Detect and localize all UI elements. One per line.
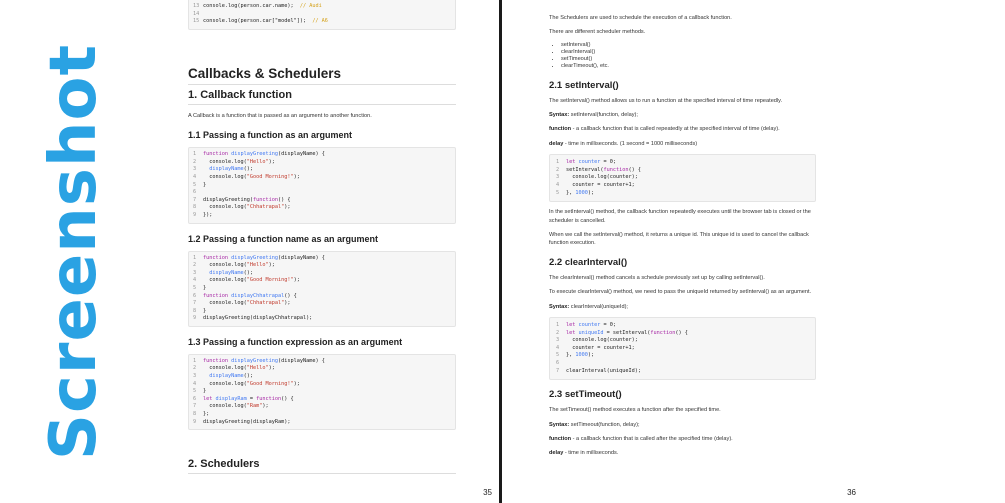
code-text: [203, 358, 451, 366]
code-token: });: [203, 211, 213, 218]
list-item: • clearTimeout(), etc.: [561, 63, 816, 70]
code-token: displayName: [203, 373, 244, 380]
code-token: counter: [578, 159, 601, 166]
code-line: [556, 360, 809, 368]
code-token: counter: [578, 322, 601, 329]
code-line: [556, 190, 809, 198]
code-line: [193, 293, 451, 301]
setinterval-syntax: [549, 111, 816, 119]
line-number: 3: [556, 174, 560, 181]
heading-schedulers: 2. Schedulers: [188, 458, 456, 474]
code-token: console.log(: [203, 204, 247, 211]
code-text: [203, 197, 451, 205]
line-number: 5: [193, 388, 197, 395]
code-text: [203, 315, 451, 323]
code-block-1-2: [188, 251, 456, 327]
code-token: displayName: [203, 269, 244, 276]
code-line: [193, 388, 451, 396]
code-token: displayName: [203, 166, 244, 173]
code-token: );: [268, 262, 275, 269]
heading-callback-function: 1. Callback function: [188, 89, 456, 105]
code-token: = 0;: [600, 322, 616, 329]
code-line: [556, 368, 809, 376]
code-line: [556, 345, 809, 353]
line-number: 5: [193, 284, 197, 291]
code-line: [193, 255, 451, 263]
code-block-top: [188, 0, 456, 30]
code-token: counter = counter+1;: [566, 182, 635, 189]
param-desc: - a callback function that is called after the specified time (delay).: [571, 436, 733, 443]
code-token: displayRam: [215, 395, 247, 402]
code-token: clearInterval(uniqueId);: [566, 367, 641, 374]
code-token: );: [284, 204, 291, 211]
code-line: [556, 182, 809, 190]
setinterval-function-param: [549, 125, 816, 133]
syntax-value: setInterval(function, delay);: [569, 112, 638, 119]
side-label: [0, 0, 148, 503]
code-text: [203, 300, 451, 308]
code-token: () {: [284, 292, 297, 299]
line-number: 9: [193, 315, 197, 322]
settimeout-function-param: [549, 435, 816, 443]
code-text: [203, 182, 451, 190]
code-line: [556, 330, 809, 338]
blank-margin: [860, 0, 1005, 503]
line-number: 7: [193, 300, 197, 307]
code-token: "Chhatrapal": [246, 300, 285, 307]
syntax-value: setTimeout(function, delay);: [569, 421, 640, 428]
code-line: [193, 18, 451, 26]
code-token: displayGreeting(displayChhatrapal);: [203, 315, 313, 322]
code-token: =: [246, 395, 257, 402]
code-text: [566, 330, 809, 338]
code-token: );: [587, 189, 595, 196]
code-line: [193, 262, 451, 270]
side-label-text: Screenshot: [37, 43, 111, 460]
code-block-1-1: [188, 147, 456, 223]
code-token: function: [203, 357, 232, 364]
heading-2-3: 2.3 setTimeout(): [549, 389, 622, 401]
code-line: [193, 189, 451, 197]
line-number: 6: [193, 395, 197, 402]
setinterval-note-2: When we call the setInterval() method, it returns a unique id. This unique id is used to cancel the callback function execution.: [549, 232, 809, 247]
code-token: console.log(: [203, 300, 247, 307]
line-number: 3: [556, 337, 560, 344]
code-text: [203, 18, 451, 26]
code-token: (displayName) {: [277, 151, 325, 158]
line-number: 3: [193, 269, 197, 276]
code-text: [203, 204, 451, 212]
code-token: displayChhatrapal: [231, 292, 285, 299]
heading-1-2: 1.2 Passing a function name as an argument: [188, 233, 379, 244]
setinterval-delay-param: [549, 140, 816, 148]
line-number: 2: [193, 158, 197, 165]
code-text: [203, 381, 451, 389]
line-number: 7: [556, 367, 560, 374]
line-number: 4: [556, 182, 560, 189]
code-text: [203, 151, 451, 159]
code-line: [193, 166, 451, 174]
code-token: displayGreeting: [231, 357, 278, 364]
line-number: 2: [556, 329, 560, 336]
code-line: [556, 322, 809, 330]
line-number: 8: [193, 307, 197, 314]
code-line: [193, 174, 451, 182]
line-number: 1: [556, 322, 560, 329]
code-token: () {: [628, 166, 641, 173]
code-line: [193, 285, 451, 293]
code-token: () {: [281, 395, 294, 402]
setinterval-note-1: In the setInterval() method, the callback function repeatedly executes until the browser tab is closed or the scheduler is cancelled.: [549, 209, 811, 224]
line-number: 1: [193, 357, 197, 364]
code-text: [203, 174, 451, 182]
callback-description: A Callback is a function that is passed as an argument to another function.: [188, 112, 372, 119]
code-token: };: [203, 411, 210, 418]
code-token: "Hello": [246, 158, 269, 165]
code-line: [193, 403, 451, 411]
syntax-label: Syntax:: [549, 112, 570, 119]
code-text: [203, 212, 451, 220]
code-token: 1000: [575, 189, 588, 196]
code-text: [566, 174, 809, 182]
code-token: console.log(: [203, 277, 247, 284]
heading-1-3: 1.3 Passing a function expression as an argument: [188, 336, 403, 347]
code-token: console.log(: [203, 173, 247, 180]
code-text: [203, 373, 451, 381]
list-item: • clearInterval(): [561, 49, 816, 56]
code-line: [193, 204, 451, 212]
line-number: 5: [556, 352, 560, 359]
code-token: console.log(: [203, 158, 247, 165]
param-label: delay: [549, 450, 564, 457]
code-text: [203, 11, 451, 19]
code-text: [203, 388, 451, 396]
code-token: }: [203, 307, 207, 314]
code-text: [566, 167, 809, 175]
code-token: "Good Morning!": [246, 277, 294, 284]
code-token: console.log(: [203, 403, 247, 410]
code-token: console.log(: [203, 365, 247, 372]
line-number: 6: [193, 292, 197, 299]
settimeout-syntax: [549, 421, 816, 429]
code-text: [203, 411, 451, 419]
code-line: [193, 315, 451, 323]
settimeout-delay-param: [549, 449, 816, 457]
code-token: function: [603, 166, 629, 173]
line-number: 9: [193, 211, 197, 218]
code-text: [203, 403, 451, 411]
code-line: [193, 411, 451, 419]
code-line: [193, 277, 451, 285]
code-text: [203, 255, 451, 263]
code-token: ();: [243, 373, 253, 380]
clearinterval-syntax: [549, 303, 816, 311]
line-number: 2: [556, 166, 560, 173]
code-line: [193, 381, 451, 389]
line-number: 8: [193, 411, 197, 418]
line-number: 7: [193, 196, 197, 203]
code-token: () {: [675, 329, 688, 336]
code-text: [566, 352, 809, 360]
code-token: "Hello": [246, 262, 269, 269]
code-line: [193, 182, 451, 190]
code-line: [193, 365, 451, 373]
code-line: [193, 373, 451, 381]
code-token: );: [268, 365, 275, 372]
code-line: [193, 212, 451, 220]
code-text: [203, 308, 451, 316]
line-number: 6: [193, 189, 197, 196]
code-token: "Good Morning!": [246, 173, 294, 180]
line-number: 15: [193, 18, 200, 25]
code-token: function: [203, 254, 232, 261]
code-token: );: [284, 300, 291, 307]
code-token: );: [293, 173, 300, 180]
code-line: [556, 337, 809, 345]
code-token: }: [203, 284, 207, 291]
code-token: function: [650, 329, 676, 336]
document-page-left: [148, 0, 496, 503]
code-token: console.log(: [203, 262, 247, 269]
setinterval-description: The setInterval() method allows us to run a function at the specified interval of time repeatedly.: [549, 97, 783, 104]
syntax-label: Syntax:: [549, 303, 570, 310]
code-text: [566, 322, 809, 330]
code-text: [203, 419, 451, 427]
code-token: () {: [277, 196, 291, 203]
code-token: ();: [243, 166, 253, 173]
line-number: 4: [193, 277, 197, 284]
code-text: [566, 190, 809, 198]
code-text: [566, 182, 809, 190]
page-right-content: [549, 14, 816, 458]
code-token: (displayName) {: [277, 254, 325, 261]
line-number: 4: [193, 173, 197, 180]
code-token: );: [293, 380, 300, 387]
code-token: console.log(person.car["model"]);: [203, 18, 313, 25]
code-block-clearinterval: [549, 317, 816, 380]
code-line: [556, 159, 809, 167]
line-number: 9: [193, 418, 197, 425]
code-block-setinterval: [549, 154, 816, 202]
code-line: [556, 167, 809, 175]
param-label: function: [549, 436, 572, 443]
code-token: }: [203, 181, 207, 188]
code-line: [556, 352, 809, 360]
heading-callbacks-schedulers: Callbacks & Schedulers: [188, 66, 456, 85]
scheduler-methods-list: [549, 42, 816, 71]
code-text: [203, 159, 451, 167]
code-token: "Ram": [246, 403, 263, 410]
code-text: [203, 396, 451, 404]
code-token: setInterval(: [566, 166, 604, 173]
code-line: [193, 308, 451, 316]
code-token: );: [293, 277, 300, 284]
code-token: },: [566, 352, 576, 359]
code-line: [193, 151, 451, 159]
clearinterval-description: The clearInterval() method cancels a schedule previously set up by calling setInterval().: [549, 274, 765, 281]
list-item: • setInterval(): [561, 42, 816, 49]
code-token: let: [566, 322, 579, 329]
code-line: [193, 270, 451, 278]
code-token: console.log(person.car.name);: [203, 3, 300, 9]
code-token: let: [566, 329, 579, 336]
code-line: [193, 159, 451, 167]
heading-2-1: 2.1 setInterval(): [549, 79, 619, 91]
param-desc: - time in milliseconds.: [563, 450, 619, 457]
line-number: 6: [556, 360, 560, 367]
code-token: function: [252, 196, 278, 203]
param-desc: - time in milliseconds. (1 second = 1000 milliseconds): [563, 140, 698, 147]
page-left-content: [188, 0, 456, 474]
list-item: • setTimeout(): [561, 56, 816, 63]
code-token: displayGreeting: [231, 151, 278, 158]
code-line: [193, 300, 451, 308]
code-line: [193, 3, 451, 11]
code-line: [193, 197, 451, 205]
code-text: [566, 345, 809, 353]
heading-2-2: 2.2 clearInterval(): [549, 256, 628, 268]
code-text: [203, 365, 451, 373]
param-desc: - a callback function that is called repeatedly at the specified interval of time (delay).: [571, 126, 780, 133]
code-token: );: [268, 158, 275, 165]
heading-1-1: 1.1 Passing a function as an argument: [188, 130, 353, 141]
code-text: [566, 337, 809, 345]
code-block-1-3: [188, 354, 456, 430]
code-token: "Hello": [246, 365, 269, 372]
code-line: [556, 174, 809, 182]
code-token: },: [566, 189, 576, 196]
code-text: [203, 3, 451, 11]
code-token: displayGreeting(: [203, 196, 253, 203]
code-token: // Audi: [299, 3, 322, 9]
settimeout-description: The setTimeout() method executes a function after the specified time.: [549, 407, 721, 414]
code-token: 1000: [575, 352, 588, 359]
code-token: = setInterval(: [603, 329, 651, 336]
code-line: [193, 11, 451, 19]
code-token: displayGreeting(displayRam);: [203, 418, 291, 425]
line-number: 3: [193, 166, 197, 173]
clearinterval-description-2: To execute clearInterval() method, we need to pass the uniqueId returned by setInterval() as an argument.: [549, 289, 812, 296]
line-number: 1: [193, 151, 197, 158]
code-text: [203, 293, 451, 301]
page-number-right: 36: [847, 488, 856, 497]
line-number: 2: [193, 262, 197, 269]
code-text: [203, 277, 451, 285]
code-token: console.log(counter);: [566, 174, 638, 181]
code-token: let: [566, 159, 579, 166]
line-number: 5: [556, 189, 560, 196]
code-text: [203, 262, 451, 270]
code-token: }: [203, 388, 207, 395]
code-token: );: [262, 403, 269, 410]
line-number: 4: [193, 380, 197, 387]
code-token: = 0;: [600, 159, 616, 166]
line-number: 4: [556, 344, 560, 351]
line-number: 1: [193, 254, 197, 261]
document-page-right: [505, 0, 860, 503]
code-line: [193, 396, 451, 404]
line-number: 5: [193, 181, 197, 188]
code-token: uniqueId: [578, 329, 604, 336]
code-token: console.log(counter);: [566, 337, 638, 344]
code-text: [203, 166, 451, 174]
page-number-left: 35: [483, 488, 492, 497]
line-number: 7: [193, 403, 197, 410]
code-token: "Good Morning!": [246, 380, 294, 387]
code-token: // A6: [312, 18, 328, 25]
syntax-value: clearInterval(uniqueId);: [569, 303, 628, 310]
page-divider: [499, 0, 502, 503]
param-label: delay: [549, 140, 564, 147]
code-token: );: [587, 352, 595, 359]
code-token: function: [256, 395, 282, 402]
code-text: [203, 285, 451, 293]
code-token: displayGreeting: [231, 254, 278, 261]
line-number: 2: [193, 365, 197, 372]
code-token: ();: [243, 269, 253, 276]
code-token: "Chhatrapal": [246, 204, 285, 211]
code-text: [203, 189, 451, 197]
code-token: let: [203, 395, 216, 402]
syntax-label: Syntax:: [549, 421, 570, 428]
code-token: function: [203, 151, 232, 158]
code-token: console.log(: [203, 380, 247, 387]
code-text: [203, 270, 451, 278]
line-number: 3: [193, 373, 197, 380]
code-token: counter = counter+1;: [566, 344, 635, 351]
code-line: [193, 358, 451, 366]
code-line: [193, 419, 451, 427]
code-token: function: [203, 292, 232, 299]
line-number: 8: [193, 204, 197, 211]
param-label: function: [549, 126, 572, 133]
line-number: 14: [193, 10, 200, 17]
schedulers-methods-intro: There are different scheduler methods.: [549, 29, 646, 36]
code-text: [566, 368, 809, 376]
code-text: [566, 360, 809, 368]
code-token: (displayName) {: [277, 357, 325, 364]
code-text: [566, 159, 809, 167]
schedulers-intro: The Schedulers are used to schedule the execution of a callback function.: [549, 15, 732, 21]
line-number: 13: [193, 3, 200, 9]
line-number: 1: [556, 159, 560, 166]
